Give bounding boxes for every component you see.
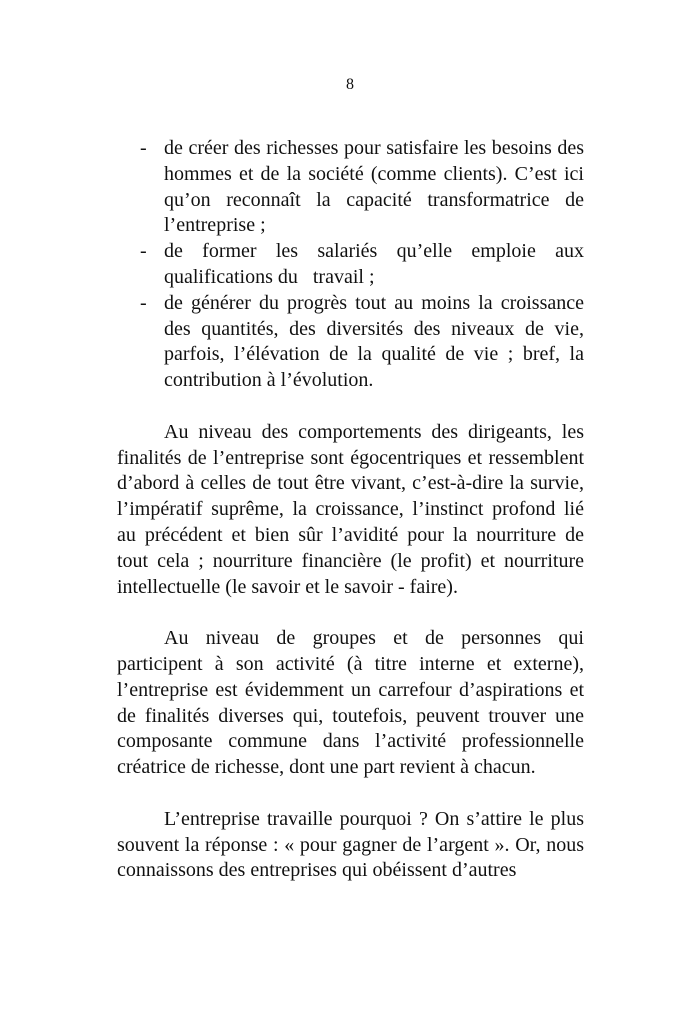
paragraph-groupes: Au niveau de groupes et de personnes qui participent à son activité (à titre interne et externe), l’entreprise est évidemment un carrefour d’aspirations et de finalités diverses qui, toutefois, peuvent trouver une composante commune dans l’activité professionnelle créatrice de richesse, dont une part revient à chacun.: [117, 627, 584, 779]
paragraph-spacer: [117, 600, 584, 626]
paragraph-spacer: [117, 394, 584, 420]
bullet-item-3: [117, 291, 584, 394]
bullet-text: de créer des richesses pour satisfaire les besoins des hommes et de la société (comme clients). C’est ici qu’on reconnaît la capacité transformatrice de l’entreprise ;: [164, 137, 584, 237]
paragraph-pourquoi: L’entreprise travaille pourquoi ? On s’attire le plus souvent la réponse : « pour gagner de l’argent ». Or, nous connaissons des entreprises qui obéissent d’autres: [117, 807, 584, 882]
bullet-text: de générer du progrès tout au moins la croissance des quantités, des diversités des niveaux de vie, parfois, l’élévation de la qualité de vie ; bref, la contribution à l’évolution.: [164, 291, 584, 392]
page-body: [117, 136, 589, 884]
page-number: 8: [346, 76, 354, 93]
bullet-dash: -: [140, 291, 147, 314]
bullet-text: de former les salariés qu’elle emploie aux qualifications du travail ;: [164, 240, 589, 288]
bullet-item-1: [117, 136, 584, 239]
paragraph-dirigeants: Au niveau des comportements des dirigeants, les finalités de l’entreprise sont égocentriques et ressemblent d’abord à celles de tout être vivant, c’est-à-dire la survie, l’impératif suprême, la croissance, l’instinct profond lié au précédent et bien sûr l’avidité pour la nourriture de tout cela ; nourriture financière (le profit) et nourriture intellectuelle (le savoir et le savoir - faire).: [117, 420, 584, 598]
bullet-item-2: [117, 239, 589, 291]
bullet-list: [117, 136, 589, 394]
bullet-dash: -: [140, 137, 147, 159]
bullet-dash: -: [140, 240, 147, 263]
paragraph-spacer: [117, 781, 584, 807]
